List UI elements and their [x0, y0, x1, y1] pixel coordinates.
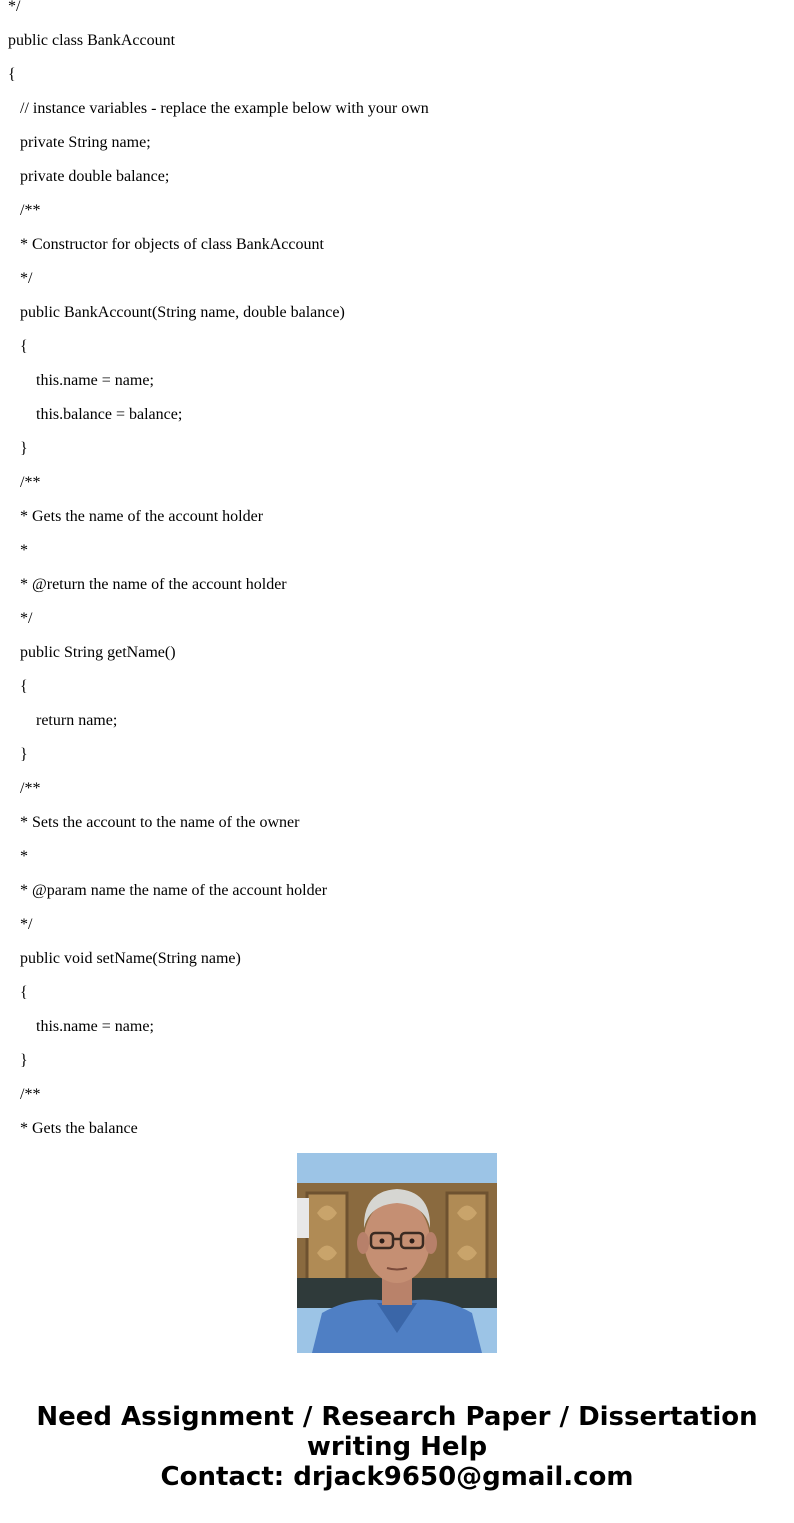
code-line: }: [20, 1052, 28, 1069]
code-line: return name;: [36, 712, 118, 729]
code-line: */: [8, 0, 21, 15]
avatar: [297, 1153, 497, 1353]
code-line: {: [20, 338, 28, 355]
promo-contact: Contact: drjack9650@gmail.com: [160, 1462, 634, 1492]
code-line: * Gets the balance: [20, 1120, 138, 1137]
code-line: */: [20, 610, 33, 627]
code-line: public class BankAccount: [8, 32, 176, 49]
code-line: */: [20, 916, 33, 933]
code-line: this.name = name;: [36, 372, 154, 389]
code-line: /**: [20, 202, 41, 219]
code-line: public String getName(): [20, 644, 176, 661]
avatar-portrait-image: [297, 1153, 497, 1353]
code-line: this.name = name;: [36, 1018, 154, 1035]
code-line: }: [20, 440, 28, 457]
code-line: {: [8, 66, 16, 83]
code-line: this.balance = balance;: [36, 406, 183, 423]
code-line: * @param name the name of the account holder: [20, 882, 328, 899]
code-line: {: [20, 984, 28, 1001]
code-line: /**: [20, 474, 41, 491]
code-line: */: [20, 270, 33, 287]
code-line: * Sets the account to the name of the owner: [20, 814, 300, 831]
promo-line-1: Need Assignment / Research Paper / Dissertation: [36, 1402, 758, 1432]
code-line: public void setName(String name): [20, 950, 241, 967]
code-line: *: [20, 848, 28, 865]
code-line: * Gets the name of the account holder: [20, 508, 264, 525]
code-line: /**: [20, 780, 41, 797]
code-line: * @return the name of the account holder: [20, 576, 287, 593]
code-line: * Constructor for objects of class BankAccount: [20, 236, 324, 253]
code-line: public BankAccount(String name, double balance): [20, 304, 345, 321]
code-line: private String name;: [20, 134, 151, 151]
promo-line-2: writing Help: [306, 1432, 488, 1462]
code-line: private double balance;: [20, 168, 170, 185]
code-line: *: [20, 542, 28, 559]
code-line: /**: [20, 1086, 41, 1103]
promo-banner: [0, 1402, 794, 1492]
code-line: // instance variables - replace the example below with your own: [20, 100, 429, 117]
code-line: {: [20, 678, 28, 695]
code-line: }: [20, 746, 28, 763]
